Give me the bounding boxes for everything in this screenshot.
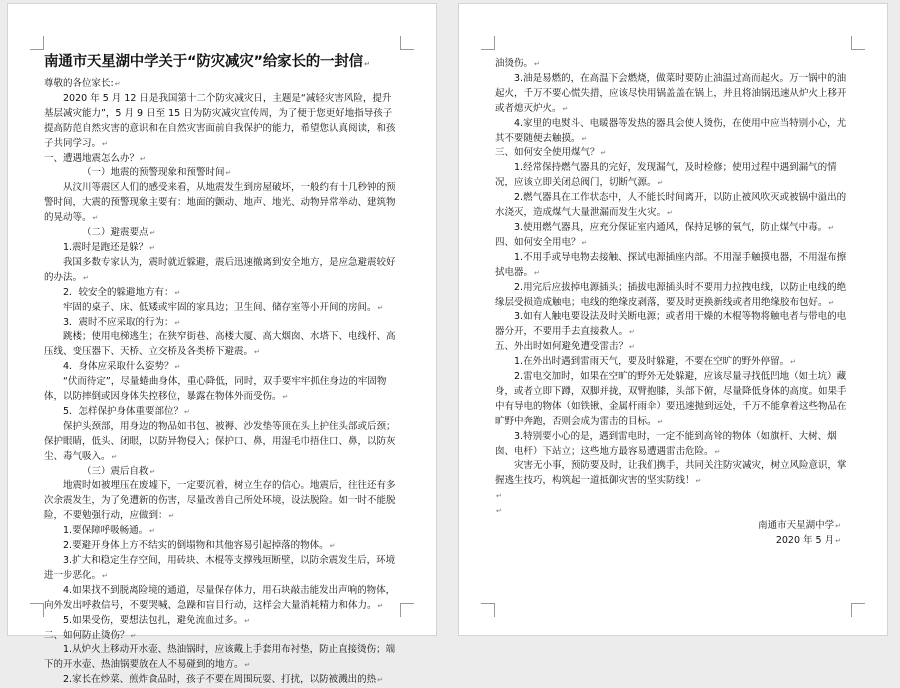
paragraph: 2.燃气器具在工作状态中，人不能长时间离开，以防止被风吹灭或被锅中溢出的水浇灭，造成煤气大量泄漏而发生火灾。 ↵ [495, 191, 849, 221]
paragraph: 地震时如被埋压在废墟下，一定要沉着，树立生存的信心。地震后，往往还有多次余震发生，为了免遭新的伤害，尽量改善自己所处环境，设法脱险。如一时不能脱险，不要勉强行动，应做到： ↵ [44, 479, 398, 524]
paragraph: 2.雷电交加时，如果在空旷的野外无处躲避，应该尽量寻找低凹地（如土坑）藏身，或者立即下蹲，双脚并拢，双臂抱膝，头部下俯，尽量降低身体的高度。如果手中有导电的物体（如铁锹、金属杆雨伞）要迅速抛到远处，千万不能拿着这些物品在旷野中奔跑，否则会成为雷击的目标。 ↵ [495, 370, 849, 430]
paragraph-list [495, 57, 849, 519]
page-corner-mark [851, 603, 865, 617]
paragraph: 3.使用燃气器具，应充分保证室内通风，保持足够的氧气，防止煤气中毒。 ↵ [495, 221, 849, 236]
paragraph: 2.要避开身体上方不结实的倒塌物和其他容易引起掉落的物体。 ↵ [44, 539, 398, 554]
page-corner-mark [400, 603, 414, 617]
paragraph: 尊敬的各位家长: ↵ [44, 77, 398, 92]
paragraph-list [44, 77, 398, 688]
paragraph: 3.特别要小心的是，遇到雷电时，一定不能到高耸的物体（如旗杆、大树、烟囱、电杆）下站立；这些地方最容易遭遇雷击危险。 ↵ [495, 430, 849, 460]
paragraph [495, 504, 849, 519]
signature-date: 2020 年 5 月 ↵ [495, 534, 849, 549]
paragraph: 1.从炉火上移动开水壶、热油锅时，应该戴上手套用布衬垫，防止直接烫伤；端下的开水壶、热油锅要放在人不易碰到的地方。 ↵ [44, 643, 398, 673]
page-corner-mark [30, 36, 44, 50]
paragraph: 1.不用手或导电物去接触、探试电源插座内部。不用湿手触摸电器，不用湿布擦拭电器。 ↵ [495, 251, 849, 281]
page-content-left[interactable] [44, 52, 398, 688]
page-corner-mark [851, 36, 865, 50]
paragraph: 四、如何安全用电？ ↵ [495, 236, 849, 251]
paragraph: 2.用完后应拔掉电源插头；插拔电源插头时不要用力拉拽电线，以防止电线的绝缘层受损造成触电；电线的绝缘皮剥落，要及时更换新线或者用绝缘胶布包好。 ↵ [495, 281, 849, 311]
paragraph: “伏而待定”，尽量蜷曲身体，重心降低，同时，双手要牢牢抓住身边的牢固物体，以防摔倒或因身体失控移位，暴露在物体外而受伤。 ↵ [44, 375, 398, 405]
paragraph: 4.家里的电熨斗、电暖器等发热的器具会使人烫伤，在使用中应当特别小心，尤其不要随便去触摸。 ↵ [495, 117, 849, 147]
paragraph: 1.震时是跑还是躲？ ↵ [44, 241, 398, 256]
paragraph: 1.经常保持燃气器具的完好，发现漏气，及时检修；使用过程中遇到漏气的情况，应该立即关闭总阀门，切断气源。 ↵ [495, 161, 849, 191]
document-title: 南通市天星湖中学关于“防灾减灾”给家长的一封信 ↵ [44, 52, 398, 74]
paragraph: 3.扩大和稳定生存空间，用砖块、木棍等支撑残垣断壁，以防余震发生后，环境进一步恶化。 ↵ [44, 554, 398, 584]
paragraph: 灾害无小事，预防要及时，让我们携手，共同关注防灾减灾，树立风险意识，掌握逃生技巧，构筑起一道抵御灾害的坚实防线！ ↵ [495, 459, 849, 489]
paragraph: （三）震后自救 ↵ [44, 465, 398, 480]
paragraph: 1.在外出时遇到雷雨天气，要及时躲避，不要在空旷的野外停留。 ↵ [495, 355, 849, 370]
paragraph: 油烫伤。 ↵ [495, 57, 849, 72]
paragraph: 3.油是易燃的，在高温下会燃烧，做菜时要防止油温过高而起火。万一锅中的油起火，千万不要心慌失措，应该尽快用锅盖盖在锅上，并且将油锅迅速从炉火上移开或者熄灭炉火。 ↵ [495, 72, 849, 117]
paragraph: 二、如何防止烫伤？ ↵ [44, 629, 398, 644]
paragraph: 5．怎样保护身体重要部位？ ↵ [44, 405, 398, 420]
paragraph: 2020 年 5 月 12 日是我国第十二个防灾减灾日，主题是“减轻灾害风险，提升基层减灾能力”，5 月 9 日至 15 日为防灾减灾宣传周，为了便于您更好地指导孩子提高防范自然灾害的意识和在自然灾害面前自我保护的能力，希望您认真阅读，和孩子共同学习。 ↵ [44, 92, 398, 152]
paragraph: 3．震时不应采取的行为： ↵ [44, 316, 398, 331]
paragraph: 一、遭遇地震怎么办？ ↵ [44, 152, 398, 167]
paragraph: 5.如果受伤，要想法包扎，避免流血过多。 ↵ [44, 614, 398, 629]
paragraph: 2.家长在炒菜、煎炸食品时，孩子不要在周围玩耍、打扰，以防被溅出的热 ↵ [44, 673, 398, 688]
paragraph: （一）地震的预警现象和预警时间 ↵ [44, 166, 398, 181]
document-page-left [8, 4, 436, 686]
page-content-right[interactable] [495, 57, 849, 549]
paragraph [495, 489, 849, 504]
paragraph: 从汶川等震区人们的感受来看，从地震发生到房屋破坏，一般约有十几秒钟的预警时间，大震的预警现象主要有：地面的颤动、地声、地光、动物异常举动、建筑物的晃动等。 ↵ [44, 181, 398, 226]
signature-school: 南通市天星湖中学 ↵ [495, 519, 849, 534]
paragraph: 2．较安全的躲避地方有： ↵ [44, 286, 398, 301]
document-page-right [459, 4, 887, 635]
paragraph: 4．身体应采取什么姿势？ ↵ [44, 360, 398, 375]
page-corner-mark [481, 36, 495, 50]
paragraph: 4.如果找不到脱离险境的通道，尽量保存体力，用石块敲击能发出声响的物体，向外发出呼救信号，不要哭喊、急躁和盲目行动，这样会大量消耗精力和体力。 ↵ [44, 584, 398, 614]
paragraph: 牢固的桌子、床、低矮或牢固的家具边；卫生间、储存室等小开间的房间。 ↵ [44, 301, 398, 316]
paragraph: 跳楼；使用电梯逃生；在狭窄街巷、高楼大厦、高大烟囱、水塔下、电线杆、高压线、变压器下、天桥、立交桥及各类桥下避震。 ↵ [44, 330, 398, 360]
page-corner-mark [30, 603, 44, 617]
paragraph: 三、如何安全使用煤气？ ↵ [495, 146, 849, 161]
paragraph: 我国多数专家认为，震时就近躲避，震后迅速撤离到安全地方，是应急避震较好的办法。 ↵ [44, 256, 398, 286]
page-corner-mark [481, 603, 495, 617]
paragraph: 1.要保障呼吸畅通。 ↵ [44, 524, 398, 539]
paragraph: （二）避震要点 ↵ [44, 226, 398, 241]
paragraph: 保护头颈部，用身边的物品如书包、被褥、沙发垫等顶在头上护住头部或后颈；保护眼睛，低头、闭眼，以防异物侵入；保护口、鼻，用湿毛巾捂住口、鼻，以防灰尘、毒气吸入。 ↵ [44, 420, 398, 465]
page-corner-mark [400, 36, 414, 50]
paragraph: 3.如有人触电要设法及时关断电源；或者用干燥的木棍等物将触电者与带电的电器分开，不要用手去直接救人。 ↵ [495, 310, 849, 340]
paragraph: 五、外出时如何避免遭受雷击？ ↵ [495, 340, 849, 355]
